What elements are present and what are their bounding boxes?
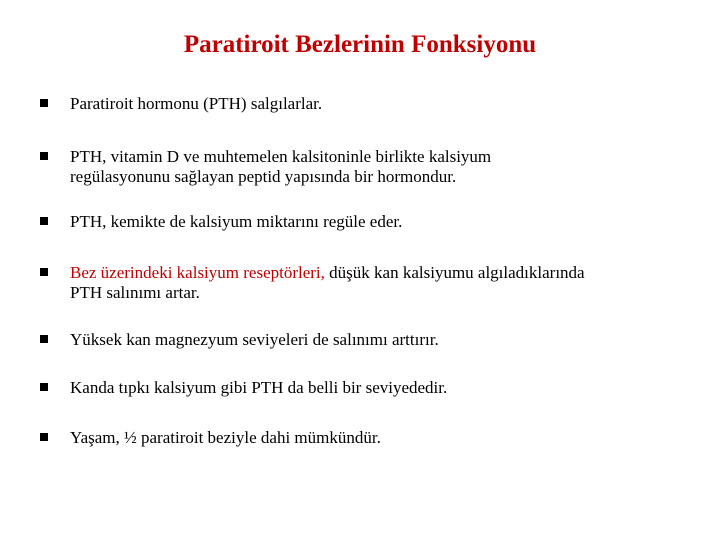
bullet-text: PTH, vitamin D ve muhtemelen kalsitoninle birlikte kalsiyum regülasyonunu sağlayan peptid yapısında bir hormondur. <box>70 147 492 186</box>
bullet-text-rest: düşük kan kalsiyumu algıladıklarında PTH salınımı artar. <box>70 263 585 302</box>
square-bullet-icon <box>40 152 48 160</box>
square-bullet-icon <box>40 335 48 343</box>
square-bullet-icon <box>40 217 48 225</box>
bullet-highlight: Bez üzerindeki kalsiyum reseptörleri, <box>70 263 325 282</box>
bullet-text: Kanda tıpkı kalsiyum gibi PTH da belli bir seviyededir. <box>70 378 448 397</box>
square-bullet-icon <box>40 383 48 391</box>
slide-title: Paratiroit Bezlerinin Fonksiyonu <box>183 31 537 58</box>
square-bullet-icon <box>40 268 48 276</box>
bullet-text: Yüksek kan magnezyum seviyeleri de salınımı arttırır. <box>70 330 439 349</box>
square-bullet-icon <box>40 99 48 107</box>
square-bullet-icon <box>40 433 48 441</box>
bullet-text <box>70 263 700 303</box>
bullet-text: Yaşam, ½ paratiroit beziyle dahi mümkündür. <box>70 428 381 447</box>
bullet-text: PTH, kemikte de kalsiyum miktarını regüle eder. <box>70 212 403 231</box>
bullet-text: Paratiroit hormonu (PTH) salgılarlar. <box>70 94 323 113</box>
